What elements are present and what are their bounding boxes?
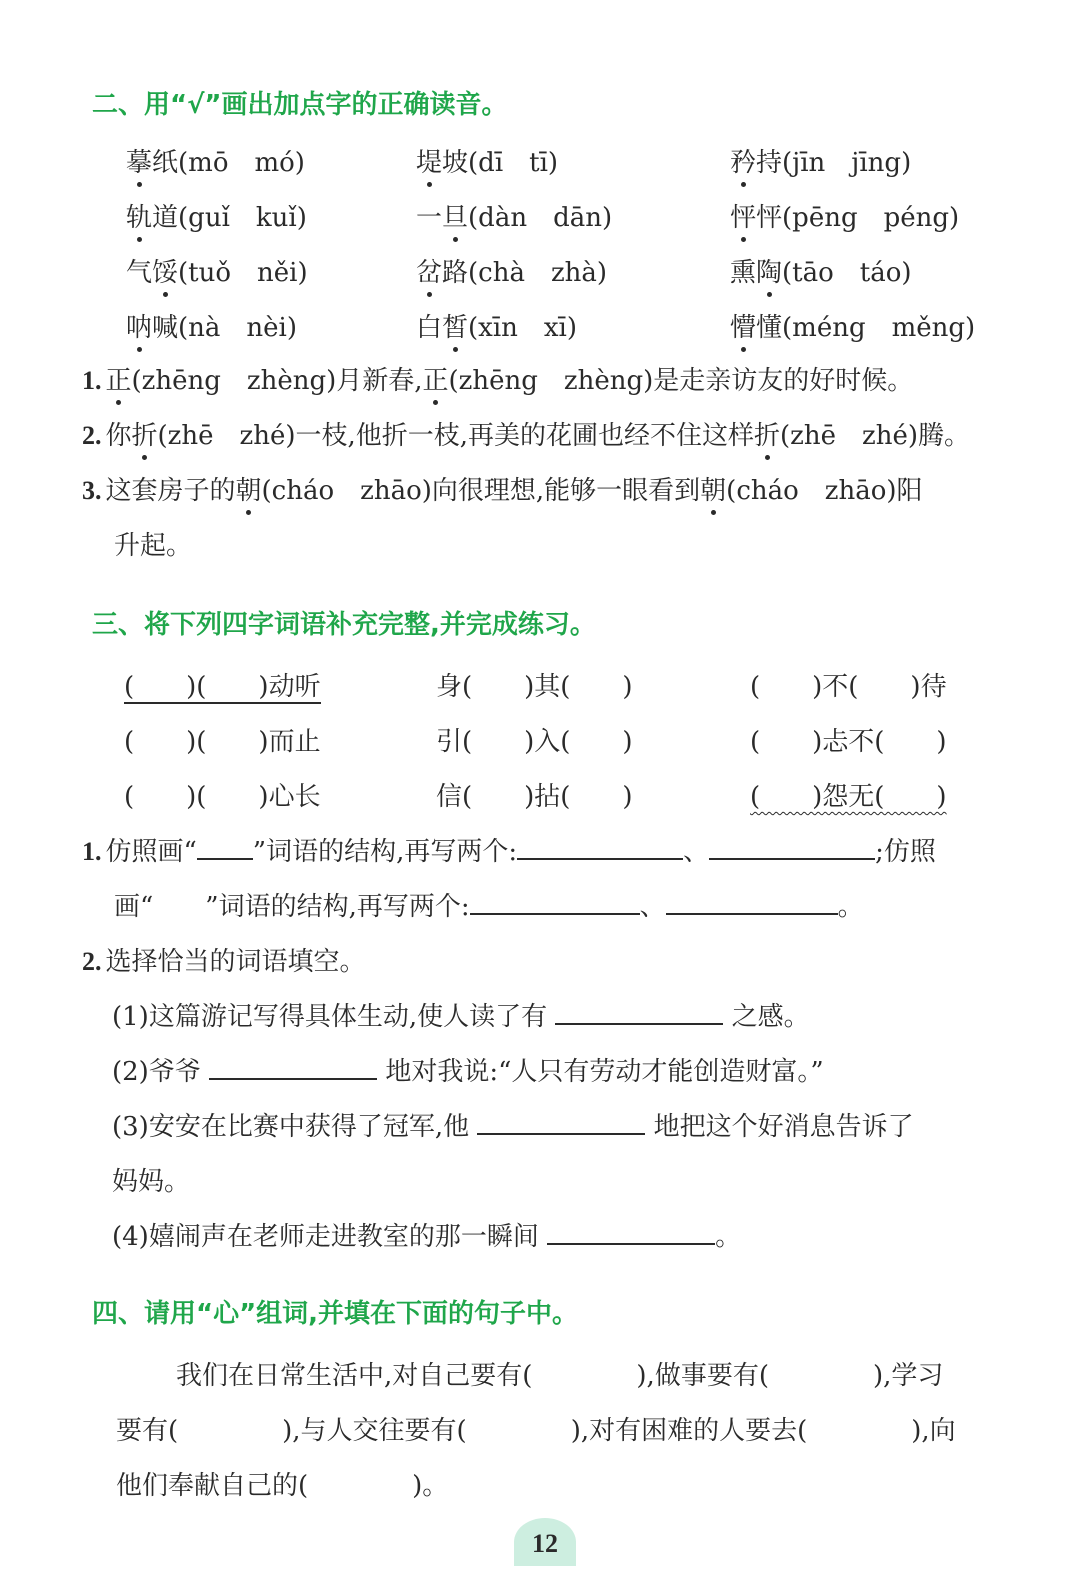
- pinyin-options[interactable]: (dī tī): [468, 148, 559, 178]
- word-char: 道: [152, 203, 179, 233]
- dotted-char: 岔: [416, 252, 442, 289]
- idiom-1-1: ( )( )动听: [124, 672, 321, 702]
- dotted-char: 馁: [152, 252, 178, 289]
- question-text: (zhē zhé)一枝,他折一枝,再美的花圃也经不住这样: [157, 421, 755, 451]
- dotted-char: 怦: [730, 197, 756, 234]
- idiom-3-2: 信( )拈( ): [436, 782, 633, 812]
- dotted-char: 陶: [756, 252, 782, 289]
- word-char: 持: [756, 148, 783, 178]
- exercise-2-title: 2. 选择恰当的词语填空。: [82, 947, 366, 977]
- sentence-1: (1)这篇游记写得具体生动,使人读了有 之感。: [112, 1002, 810, 1032]
- word-char: 熏: [730, 258, 757, 288]
- idiom-1-3: ( )不( )待: [750, 672, 947, 702]
- dotted-char: 懵: [730, 307, 756, 344]
- dotted-char: 折: [754, 415, 780, 452]
- sentence-4: (4)嬉闹声在老师走进教室的那一瞬间 。: [112, 1222, 742, 1252]
- pinyin-item: [730, 307, 975, 344]
- section4-line-2: 要有( ),与人交往要有( ),对有困难的人要去( ),向: [116, 1416, 956, 1446]
- question-3-continuation: 升起。: [114, 531, 193, 561]
- pinyin-options[interactable]: (méng měng): [782, 313, 976, 343]
- pinyin-options[interactable]: (pēng péng): [782, 203, 960, 233]
- idiom-2-1: ( )( )而止: [124, 727, 321, 757]
- dotted-char: 折: [132, 415, 158, 452]
- pinyin-options[interactable]: (tāo táo): [782, 258, 912, 288]
- word-char: 一: [416, 203, 443, 233]
- pinyin-item: [730, 252, 912, 289]
- word-char: 懂: [756, 313, 783, 343]
- pinyin-item: [730, 142, 911, 179]
- pinyin-options[interactable]: (mō mó): [178, 148, 305, 178]
- pinyin-options[interactable]: (chà zhà): [468, 258, 608, 288]
- pinyin-options[interactable]: (jīn jīng): [782, 148, 912, 178]
- dotted-char: 朝: [700, 470, 726, 507]
- section2-heading: 二、用“√”画出加点字的正确读音。: [92, 90, 508, 120]
- sentence-3: (3)安安在比赛中获得了冠军,他 地把这个好消息告诉了: [112, 1112, 914, 1142]
- exercise-1-line-2: 画“ ”词语的结构,再写两个: 、 。: [114, 892, 864, 922]
- word-char: 纸: [152, 148, 179, 178]
- answer-blank[interactable]: [547, 1243, 715, 1245]
- pinyin-item: [416, 197, 612, 234]
- pinyin-item: [730, 197, 959, 234]
- pinyin-options[interactable]: (xīn xī): [468, 313, 578, 343]
- dotted-char: 堤: [416, 142, 442, 179]
- idiom-3-3: ( )怨无( ): [750, 782, 947, 812]
- answer-blank[interactable]: [477, 1133, 645, 1135]
- question-text: (zhēng zhèng)是走亲访友的好时候。: [448, 366, 914, 396]
- answer-blank[interactable]: [517, 858, 683, 860]
- word-char: 坡: [442, 148, 469, 178]
- pinyin-item: [126, 142, 305, 179]
- answer-blank[interactable]: [555, 1023, 723, 1025]
- pinyin-item: [126, 252, 308, 289]
- question-number: 3.: [82, 476, 102, 505]
- word-char: 气: [126, 258, 153, 288]
- question-text: (cháo zhāo)向很理想,能够一眼看到: [261, 476, 701, 506]
- answer-blank[interactable]: [470, 913, 640, 915]
- pinyin-item: [126, 307, 297, 344]
- question-text: (zhēng zhèng)月新春,: [131, 366, 423, 396]
- question-text: (zhē zhé)腾。: [780, 421, 970, 451]
- question-2: [82, 415, 970, 452]
- question-text: 你: [105, 421, 132, 451]
- question-1: [82, 360, 913, 397]
- dotted-char: 正: [106, 360, 132, 397]
- idiom-2-2: 引( )入( ): [436, 727, 633, 757]
- pinyin-options[interactable]: (nà nèi): [178, 313, 298, 343]
- word-char: 怦: [756, 203, 783, 233]
- dotted-char: 正: [423, 360, 449, 397]
- section3-heading: 三、将下列四字词语补充完整,并完成练习。: [92, 610, 596, 640]
- section4-heading: 四、请用“心”组词,并填在下面的句子中。: [92, 1299, 579, 1329]
- dotted-char: 呐: [126, 307, 152, 344]
- question-number: 2.: [82, 421, 102, 450]
- pinyin-options[interactable]: (guǐ kuǐ): [178, 203, 307, 233]
- page-number: 12: [514, 1518, 576, 1566]
- exercise-1-line-1: 1. 仿照画“ ”词语的结构,再写两个: 、 ;仿照: [82, 837, 936, 867]
- dotted-char: 轨: [126, 197, 152, 234]
- question-text: 这套房子的: [105, 476, 236, 506]
- sentence-3-continuation: 妈妈。: [112, 1167, 191, 1197]
- idiom-3-1: ( )( )心长: [124, 782, 321, 812]
- pinyin-item: [416, 252, 607, 289]
- underline-sample: [197, 858, 253, 860]
- dotted-char: 旦: [442, 197, 468, 234]
- answer-blank[interactable]: [209, 1078, 377, 1080]
- answer-blank[interactable]: [709, 858, 875, 860]
- pinyin-options[interactable]: (dàn dān): [468, 203, 613, 233]
- word-char: 路: [442, 258, 469, 288]
- dotted-char: 矜: [730, 142, 756, 179]
- question-text: (cháo zhāo)阳: [726, 476, 923, 506]
- question-3: [82, 470, 923, 507]
- pinyin-item: [126, 197, 307, 234]
- pinyin-item: [416, 142, 558, 179]
- dotted-char: 朝: [236, 470, 262, 507]
- wavy-sample: [153, 892, 205, 922]
- idiom-1-2: 身( )其( ): [436, 672, 633, 702]
- word-char: 白: [416, 313, 443, 343]
- idiom-2-3: ( )忐不( ): [750, 727, 947, 757]
- word-char: 喊: [152, 313, 179, 343]
- dotted-char: 摹: [126, 142, 152, 179]
- section4-line-3: 他们奉献自己的( )。: [116, 1471, 449, 1501]
- dotted-char: 皙: [442, 307, 468, 344]
- pinyin-options[interactable]: (tuǒ něi): [178, 258, 308, 288]
- answer-blank[interactable]: [666, 913, 838, 915]
- pinyin-item: [416, 307, 577, 344]
- question-number: 1.: [82, 366, 102, 395]
- section4-line-1: 我们在日常生活中,对自己要有( ),做事要有( ),学习: [176, 1361, 944, 1391]
- sentence-2: (2)爷爷 地对我说:“人只有劳动才能创造财富。”: [112, 1057, 824, 1087]
